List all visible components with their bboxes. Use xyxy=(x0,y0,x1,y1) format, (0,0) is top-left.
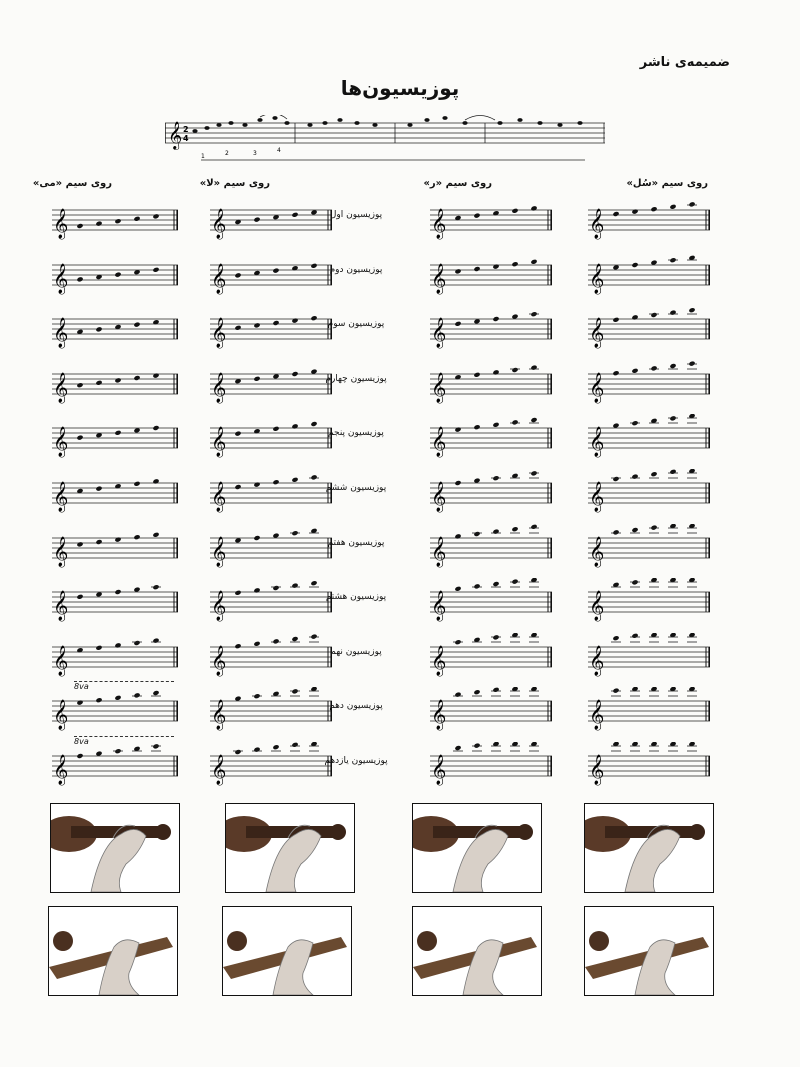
note-head xyxy=(114,430,121,436)
note-head xyxy=(152,266,159,272)
note-head xyxy=(253,747,260,753)
treble-clef-icon: 𝄞 xyxy=(53,372,69,403)
top-fingering-4: 4 xyxy=(277,147,281,154)
treble-clef-icon: 𝄞 xyxy=(431,263,447,294)
treble-clef-icon: 𝄞 xyxy=(211,427,227,458)
music-staff xyxy=(588,251,716,295)
treble-clef-icon: 𝄞 xyxy=(53,318,69,349)
note-head xyxy=(631,315,638,321)
note-head xyxy=(473,372,480,378)
note-head xyxy=(76,753,83,759)
note-head xyxy=(152,478,159,484)
note-head xyxy=(631,580,638,586)
treble-clef-icon: 𝄞 xyxy=(431,372,447,403)
note-head xyxy=(530,524,537,530)
note-head xyxy=(291,636,298,642)
music-staff xyxy=(588,633,716,677)
note-head xyxy=(473,743,480,749)
music-staff xyxy=(588,578,716,622)
treble-clef-icon: 𝄞 xyxy=(431,482,447,512)
music-staff xyxy=(588,524,716,568)
violin-hand-photo xyxy=(48,906,178,996)
treble-clef-icon: 𝄞 xyxy=(53,700,69,731)
treble-clef-icon: 𝄞 xyxy=(589,645,605,676)
treble-clef-icon: 𝄞 xyxy=(431,645,447,676)
note-head xyxy=(631,527,638,533)
note-head xyxy=(152,531,159,537)
note-head xyxy=(669,204,676,210)
note-head xyxy=(454,321,461,327)
note-head xyxy=(310,421,317,427)
note-head xyxy=(114,377,121,383)
note-head xyxy=(473,531,480,537)
music-staff xyxy=(430,633,558,677)
note-head xyxy=(114,642,121,648)
violin-hand-photo xyxy=(222,906,352,996)
treble-clef-icon: 𝄞 xyxy=(53,536,69,567)
note-head xyxy=(253,641,260,647)
treble-clef-icon: 𝄞 xyxy=(211,755,227,785)
treble-clef-icon: 𝄞 xyxy=(431,591,447,622)
note-head xyxy=(76,541,83,547)
music-staff xyxy=(430,305,558,349)
note-head xyxy=(454,586,461,592)
note-head xyxy=(291,318,298,324)
music-staff xyxy=(430,578,558,622)
note-head xyxy=(234,484,241,490)
appendix-label: ضمیمه‌ی ناشر xyxy=(639,55,730,70)
note-head xyxy=(492,316,499,322)
note-head xyxy=(234,643,241,649)
note-head xyxy=(688,201,695,207)
violin-hand-photo xyxy=(584,803,714,893)
music-staff xyxy=(588,687,716,731)
music-staff xyxy=(52,251,180,295)
music-staff xyxy=(52,687,180,731)
note-head xyxy=(631,368,638,374)
position-label: پوزیسیون هشتم xyxy=(325,592,387,603)
note-head xyxy=(234,272,241,278)
note-head xyxy=(291,212,298,218)
treble-clef-icon: 𝄞 xyxy=(589,427,605,458)
music-staff xyxy=(588,742,716,786)
note-head xyxy=(669,469,676,475)
hand-on-violin-drawing xyxy=(226,804,354,892)
note-head xyxy=(631,474,638,480)
note-head xyxy=(473,425,480,431)
note-head xyxy=(114,271,121,277)
note-head xyxy=(272,320,279,326)
note-head xyxy=(291,742,298,748)
note-head xyxy=(454,533,461,539)
music-staff xyxy=(430,742,558,786)
note-head xyxy=(133,693,140,699)
hand-on-violin-drawing xyxy=(51,804,179,892)
note-head xyxy=(612,370,619,376)
note-head xyxy=(95,221,102,227)
note-head xyxy=(152,425,159,431)
hand-on-violin-drawing xyxy=(585,804,713,892)
note-head xyxy=(492,263,499,269)
note-head xyxy=(650,471,657,477)
note-head xyxy=(253,217,260,223)
top-fingering-1: 1 xyxy=(201,153,205,160)
note-head xyxy=(669,310,676,316)
note-head xyxy=(272,267,279,273)
note-head xyxy=(95,698,102,704)
column-header-d-string: روی سیم «ر» xyxy=(423,178,492,189)
violin-hand-photo xyxy=(412,803,542,893)
note-head xyxy=(688,307,695,313)
violin-hand-photo xyxy=(412,906,542,996)
music-staff xyxy=(52,469,180,513)
music-staff xyxy=(52,414,180,458)
treble-clef-icon: 𝄞 xyxy=(211,591,227,622)
treble-clef-icon: 𝄞 xyxy=(589,755,605,785)
note-head xyxy=(234,590,241,596)
position-label: پوزیسیون ششم xyxy=(325,483,387,493)
svg-text:2: 2 xyxy=(183,125,189,134)
note-head xyxy=(612,317,619,323)
note-head xyxy=(95,486,102,492)
note-head xyxy=(234,749,241,755)
note-head xyxy=(631,209,638,215)
note-head xyxy=(133,534,140,540)
note-head xyxy=(114,695,121,701)
music-staff xyxy=(52,633,180,677)
note-head xyxy=(253,535,260,541)
note-head xyxy=(253,323,260,329)
note-head xyxy=(152,637,159,643)
note-head xyxy=(76,276,83,282)
note-head xyxy=(95,327,102,333)
treble-clef-icon: 𝄞 xyxy=(431,209,447,239)
note-head xyxy=(76,594,83,600)
music-staff xyxy=(588,360,716,404)
note-head xyxy=(114,536,121,542)
position-label: پوزیسیون پنجم xyxy=(328,428,384,439)
note-head xyxy=(492,369,499,375)
treble-clef-icon: 𝄞 xyxy=(589,482,605,512)
note-head xyxy=(133,481,140,487)
note-head xyxy=(650,524,657,530)
treble-clef-icon: 𝄞 xyxy=(53,209,69,239)
treble-clef-icon: 𝄞 xyxy=(589,209,605,239)
treble-clef-icon: 𝄞 xyxy=(211,372,227,403)
note-head xyxy=(291,477,298,483)
note-head xyxy=(133,640,140,646)
note-head xyxy=(152,213,159,219)
treble-clef-icon: 𝄞 xyxy=(431,427,447,458)
column-header-a-string: روی سیم «لا» xyxy=(199,178,270,189)
treble-clef-icon: 𝄞 xyxy=(431,700,447,731)
note-head xyxy=(114,589,121,595)
treble-clef-icon: 𝄞 xyxy=(589,591,605,622)
music-staff xyxy=(430,524,558,568)
violin-hand-photo xyxy=(225,803,355,893)
note-head xyxy=(234,325,241,331)
note-head xyxy=(454,480,461,486)
treble-clef-icon: 𝄞 xyxy=(211,700,227,731)
note-head xyxy=(473,584,480,590)
music-staff xyxy=(430,469,558,513)
svg-text:4: 4 xyxy=(183,134,189,143)
position-label: پوزیسیون دهم xyxy=(329,701,383,712)
note-head xyxy=(631,633,638,639)
column-header-g-string: روی سیم «سُل» xyxy=(626,178,708,189)
note-head xyxy=(454,745,461,751)
treble-clef-icon: 𝄞 xyxy=(53,755,69,785)
note-head xyxy=(511,420,518,426)
note-head xyxy=(492,528,499,534)
note-head xyxy=(612,688,619,694)
position-label: پوزیسیون نهم xyxy=(330,646,382,657)
note-head xyxy=(76,435,83,441)
note-head xyxy=(76,700,83,706)
music-staff xyxy=(588,305,716,349)
note-head xyxy=(133,216,140,222)
octave-mark: 8va xyxy=(74,736,174,746)
position-label: پوزیسیون سوم xyxy=(327,319,385,330)
note-head xyxy=(310,474,317,480)
note-head xyxy=(631,262,638,268)
top-fingering-3: 3 xyxy=(253,150,257,157)
note-head xyxy=(272,638,279,644)
note-head xyxy=(511,367,518,373)
treble-clef-icon: 𝄞 xyxy=(431,755,447,785)
note-head xyxy=(492,422,499,428)
treble-clef-icon: 𝄞 xyxy=(431,536,447,567)
note-head xyxy=(669,363,676,369)
treble-clef-icon: 𝄞 xyxy=(589,318,605,349)
treble-clef-icon: 𝄞 xyxy=(211,209,227,239)
music-staff xyxy=(52,360,180,404)
page-title: پوزیسیون‌ها xyxy=(340,76,460,100)
treble-clef-icon: 𝄞 xyxy=(53,427,69,458)
note-head xyxy=(530,258,537,264)
note-head xyxy=(650,206,657,212)
treble-clef-icon: 𝄞 xyxy=(53,645,69,676)
position-label: پوزیسیون دوم xyxy=(329,264,383,275)
note-head xyxy=(95,645,102,651)
note-head xyxy=(253,376,260,382)
music-staff xyxy=(430,196,558,240)
treble-clef-icon: 𝄞 xyxy=(211,645,227,676)
note-head xyxy=(291,583,298,589)
note-head xyxy=(272,585,279,591)
top-fingering-2: 2 xyxy=(225,150,229,157)
column-header-e-string: روی سیم «می» xyxy=(32,178,112,189)
note-head xyxy=(473,690,480,696)
top-staff xyxy=(165,115,605,163)
treble-clef-icon: 𝄞 xyxy=(53,591,69,622)
violin-hand-photo xyxy=(584,906,714,996)
note-head xyxy=(310,633,317,639)
note-head xyxy=(612,211,619,217)
note-head xyxy=(492,687,499,693)
note-head xyxy=(114,218,121,224)
treble-clef-icon: 𝄞 xyxy=(589,372,605,403)
note-head xyxy=(492,634,499,640)
note-head xyxy=(152,372,159,378)
hand-on-violin-drawing xyxy=(413,907,541,995)
music-staff xyxy=(52,524,180,568)
position-label: پوزیسیون هفتم xyxy=(327,537,385,548)
violin-hand-photo xyxy=(50,803,180,893)
note-head xyxy=(530,205,537,211)
music-staff xyxy=(52,578,180,622)
music-staff xyxy=(588,196,716,240)
note-head xyxy=(612,476,619,482)
hand-on-violin-drawing xyxy=(585,907,713,995)
note-head xyxy=(650,365,657,371)
music-staff xyxy=(430,251,558,295)
note-head xyxy=(473,266,480,272)
treble-clef-icon: 𝄞 xyxy=(431,318,447,349)
treble-clef-icon: 𝄞 xyxy=(589,263,605,294)
svg-text:𝄞: 𝄞 xyxy=(168,121,183,149)
position-label: پوزیسیون اول xyxy=(329,210,383,220)
note-head xyxy=(511,261,518,267)
note-head xyxy=(76,382,83,388)
note-head xyxy=(310,580,317,586)
treble-clef-icon: 𝄞 xyxy=(53,263,69,294)
note-head xyxy=(473,213,480,219)
note-head xyxy=(133,375,140,381)
note-head xyxy=(95,380,102,386)
music-staff xyxy=(588,414,716,458)
note-head xyxy=(291,689,298,695)
music-staff xyxy=(52,742,180,786)
note-head xyxy=(272,744,279,750)
treble-clef-icon: 𝄞 xyxy=(53,482,69,512)
position-label: پوزیسیون چهارم xyxy=(325,373,387,384)
note-head xyxy=(253,482,260,488)
note-head xyxy=(612,635,619,641)
music-staff xyxy=(430,414,558,458)
music-staff xyxy=(52,305,180,349)
note-head xyxy=(530,417,537,423)
note-head xyxy=(511,579,518,585)
treble-clef-icon: 𝄞 xyxy=(589,536,605,567)
note-head xyxy=(234,431,241,437)
note-head xyxy=(291,371,298,377)
treble-clef-icon: 𝄞 xyxy=(211,536,227,567)
note-head xyxy=(492,581,499,587)
note-head xyxy=(612,529,619,535)
hand-on-violin-drawing xyxy=(49,907,177,995)
music-staff xyxy=(430,687,558,731)
note-head xyxy=(511,208,518,214)
treble-clef-icon: 𝄞 xyxy=(211,263,227,294)
treble-clef-icon: 𝄞 xyxy=(589,700,605,731)
treble-clef-icon: 𝄞 xyxy=(211,318,227,349)
note-head xyxy=(253,588,260,594)
treble-clef-icon: 𝄞 xyxy=(211,482,227,512)
music-staff xyxy=(52,196,180,240)
music-staff xyxy=(588,469,716,513)
note-head xyxy=(76,223,83,229)
position-label: پوزیسیون یازدهم xyxy=(324,756,388,766)
hand-on-violin-drawing xyxy=(413,804,541,892)
hand-on-violin-drawing xyxy=(223,907,351,995)
note-head xyxy=(272,479,279,485)
music-staff xyxy=(430,360,558,404)
note-head xyxy=(454,692,461,698)
note-head xyxy=(511,526,518,532)
note-head xyxy=(95,539,102,545)
note-head xyxy=(133,322,140,328)
note-head xyxy=(291,424,298,430)
octave-mark: 8va xyxy=(74,681,174,691)
note-head xyxy=(454,268,461,274)
note-head xyxy=(530,364,537,370)
note-head xyxy=(272,426,279,432)
note-head xyxy=(454,427,461,433)
note-head xyxy=(650,312,657,318)
